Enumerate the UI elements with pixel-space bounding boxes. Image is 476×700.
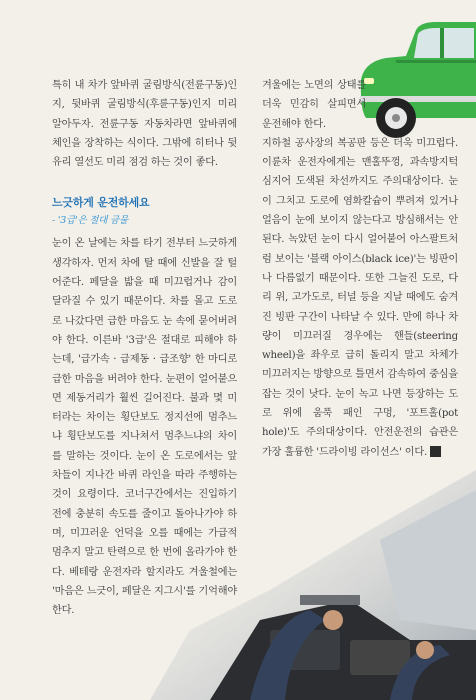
right-opening-paragraph: 겨울에는 노면의 상태를 더욱 민감히 살피면서 운전해야 한다. xyxy=(262,80,366,130)
intro-paragraph: 특히 내 차가 앞바퀴 굴림방식(전륜구동)인지, 뒷바퀴 굴림방식(후륜구동)인지 미리 알아두자. 전륜구동 자동차라면 앞바퀴에 체인을 장착하는 식이다. 그밖에 히터나 뒷유리 열선도 미리 점검 하는 것이 좋다. xyxy=(52,80,237,169)
body-paragraph: 눈이 온 날에는 차를 타기 전부터 느긋하게 생각하자. 먼저 차에 탈 때에 신발을 잘 털어준다. 페달을 밟을 때 미끄럽거나 감이 달라질 수 있기 때문이다. 차를 몰고 도로로 나갔다면 급한 마음도 눈 속에 묻어버려야 한다. 이른바 '3급'은 절대로 피해야 하는데, '급가속 · 급제동 · 급조향' 한 마디로 급한 마음을 버려야 한다. 눈편이 얼어붙으면 제동거리가 훨씬 길어진다. 불과 몇 미터라는 차이는 횡단보도 정지선에 멈추느냐 횡단보도를 지나쳐서 멈추느냐의 차이를 말하는 것이다. 눈이 온 도로에서는 앞차들이 지나간 바퀴 라인을 따라 주행하는 것이 요령이다. 코너구간에서는 진입하기 전에 충분히 속도를 줄이고 돌아나가야 하며, 미끄러운 언덕을 오를 때에는 가급적 멈추지 말고 탄력으로 한 번에 올라가야 한다. 베테랑 운전자라 할지라도 겨울철에는 '마음은 느긋이, 페달은 지그시'를 기억해야 한다. xyxy=(52,238,237,617)
section-heading: 느긋하게 운전하세요 xyxy=(52,196,150,210)
right-column xyxy=(262,76,458,462)
section-subheading: - '3급'은 절대 금물 xyxy=(52,215,128,227)
end-mark-icon xyxy=(430,446,441,457)
right-body-text: 지하철 공사장의 복공판 등은 더욱 미끄럽다. 이륜차 운전자에게는 맨홀뚜껑, 과속방지턱 심지어 도색된 차선까지도 주의대상이다. 눈이 그치고 도로에 염화칼슘이 뿌려져 있거나 얼음이 눈에 보이지 않는다고 방심해서는 안 된다. 녹았던 눈이 다시 얼어붙어 아스팔트처럼 보이는 '블랙 아이스(black ice)'는 빙판이나 다름없기 때문이다. 또한 그늘진 도로, 다리 위, 고가도로, 터널 등을 지날 때에도 숨겨진 빙판 구간이 나타날 수 있다. 만에 하나 차량이 미끄러질 경우에는 핸들(steering wheel)을 좌우로 급히 돌리지 말고 차체가 미끄러지는 방향으로 틀면서 감속하여 중심을 잡는 것이 낫다. 눈이 녹고 나면 등장하는 도로 위에 움푹 패인 구멍, '포트홀(pot hole)'도 주의대상이다. 안전운전의 습관은 가장 훌륭한 '드라이빙 라이선스' 이다. xyxy=(262,137,458,458)
right-body-paragraph xyxy=(262,134,458,462)
mechanic-engine-photo xyxy=(150,470,476,700)
